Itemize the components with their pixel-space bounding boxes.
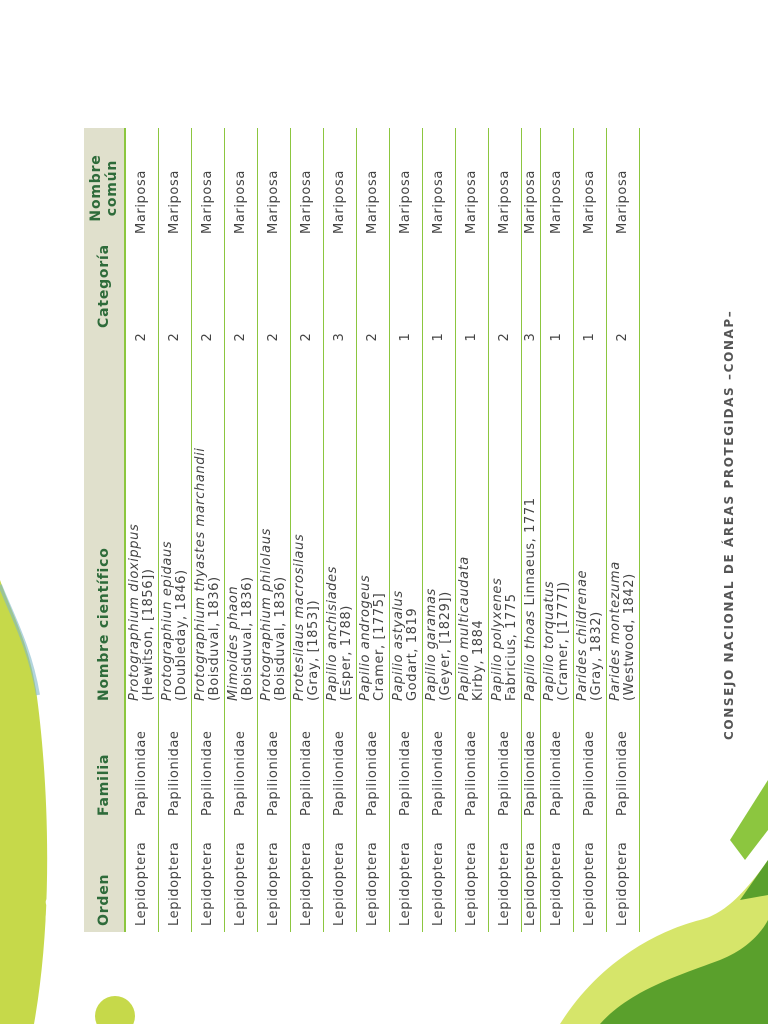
- cell-familia: Papilionidae: [324, 707, 357, 822]
- table-row: [423, 128, 456, 932]
- header-familia: Familia: [84, 707, 125, 822]
- table-row: [456, 128, 489, 932]
- page-number: 30: [42, 894, 66, 924]
- header-nombre-cientifico: Nombre científico: [84, 372, 125, 707]
- cell-categoria: 1: [456, 248, 489, 372]
- table-row: [225, 128, 258, 932]
- cell-nombre-cientifico: [159, 372, 192, 707]
- cell-nombre-cientifico: [541, 372, 574, 707]
- cell-categoria: 2: [607, 248, 640, 372]
- cell-nombre-cientifico: [258, 372, 291, 707]
- scientific-author: Kirby, 1884: [471, 619, 486, 701]
- cell-nombre-comun: Mariposa: [541, 128, 574, 248]
- table-row: [357, 128, 390, 932]
- scientific-name: Parides montezuma: [608, 561, 623, 701]
- cell-nombre-cientifico: [489, 372, 522, 707]
- cell-nombre-comun: Mariposa: [607, 128, 640, 248]
- cell-categoria: 3: [522, 248, 541, 372]
- cell-familia: Papilionidae: [423, 707, 456, 822]
- cell-nombre-comun: Mariposa: [225, 128, 258, 248]
- header-nombre-comun-line2: común: [104, 159, 120, 217]
- cell-nombre-cientifico: [390, 372, 423, 707]
- cell-categoria: 2: [258, 248, 291, 372]
- scientific-name: Papilio astyalus: [391, 590, 406, 701]
- species-table: [84, 128, 640, 932]
- table-row: [607, 128, 640, 932]
- scientific-author: (Geyer, [1829]): [438, 591, 453, 701]
- scientific-name: Protographium thyastes marchandii: [193, 447, 208, 701]
- scientific-name: Papilio multicaudata: [457, 556, 472, 701]
- cell-nombre-cientifico: [324, 372, 357, 707]
- table-row: [574, 128, 607, 932]
- scientific-name: Protographium dioxippus: [127, 523, 142, 701]
- cell-orden: Lepidoptera: [192, 822, 225, 932]
- table-row: [192, 128, 225, 932]
- cell-categoria: 1: [541, 248, 574, 372]
- scientific-name: Papilio thoas: [523, 610, 538, 701]
- cell-nombre-cientifico: [192, 372, 225, 707]
- cell-categoria: 2: [225, 248, 258, 372]
- scientific-author: Godart, 1819: [405, 607, 420, 701]
- cell-nombre-cientifico: [456, 372, 489, 707]
- cell-nombre-comun: Mariposa: [357, 128, 390, 248]
- cell-categoria: 1: [390, 248, 423, 372]
- scientific-name: Mimoides phaon: [226, 585, 241, 701]
- scientific-author: (Cramer, [1777]): [556, 581, 571, 701]
- cell-orden: Lepidoptera: [541, 822, 574, 932]
- cell-orden: Lepidoptera: [324, 822, 357, 932]
- cell-nombre-comun: Mariposa: [159, 128, 192, 248]
- scientific-name: Parides childrenae: [575, 569, 590, 701]
- cell-nombre-comun: Mariposa: [125, 128, 159, 248]
- scientific-name: Papilio anchisiades: [325, 566, 340, 701]
- cell-familia: Papilionidae: [522, 707, 541, 822]
- cell-categoria: 2: [125, 248, 159, 372]
- cell-familia: Papilionidae: [357, 707, 390, 822]
- scientific-author: (Doubleday, 1846): [174, 569, 189, 701]
- cell-familia: Papilionidae: [574, 707, 607, 822]
- scientific-name: Protographium philolaus: [259, 528, 274, 701]
- table-row: [390, 128, 423, 932]
- scientific-author: (Boisduval, 1836): [273, 576, 288, 701]
- cell-orden: Lepidoptera: [607, 822, 640, 932]
- cell-familia: Papilionidae: [607, 707, 640, 822]
- cell-familia: Papilionidae: [456, 707, 489, 822]
- cell-orden: Lepidoptera: [291, 822, 324, 932]
- cell-familia: Papilionidae: [125, 707, 159, 822]
- cell-orden: Lepidoptera: [456, 822, 489, 932]
- cell-categoria: 3: [324, 248, 357, 372]
- cell-categoria: 2: [159, 248, 192, 372]
- cell-familia: Papilionidae: [390, 707, 423, 822]
- header-nombre-comun: [84, 128, 125, 248]
- cell-categoria: 2: [489, 248, 522, 372]
- cell-familia: Papilionidae: [192, 707, 225, 822]
- table-row: [541, 128, 574, 932]
- table-body: [125, 128, 640, 932]
- scientific-name: Papilio androgeus: [358, 574, 373, 701]
- scientific-author: (Gray, [1853]): [306, 599, 321, 701]
- cell-categoria: 1: [423, 248, 456, 372]
- scientific-author: (Westwood, 1842): [622, 573, 637, 701]
- header-nombre-comun-line1: Nombre: [88, 154, 104, 222]
- scientific-name: Papilio garamas: [424, 588, 439, 701]
- cell-nombre-comun: Mariposa: [456, 128, 489, 248]
- cell-orden: Lepidoptera: [489, 822, 522, 932]
- scientific-author: (Esper, 1788): [339, 605, 354, 701]
- cell-nombre-comun: Mariposa: [324, 128, 357, 248]
- header-orden: Orden: [84, 822, 125, 932]
- scientific-author: (Hewitson, [1856]): [141, 568, 156, 701]
- cell-orden: Lepidoptera: [225, 822, 258, 932]
- table-row: [258, 128, 291, 932]
- table-row: [125, 128, 159, 932]
- cell-nombre-cientifico: [423, 372, 456, 707]
- scientific-author: Linnaeus, 1771: [523, 497, 538, 606]
- cell-nombre-comun: Mariposa: [489, 128, 522, 248]
- cell-nombre-cientifico: [357, 372, 390, 707]
- header-categoria: Categoría: [84, 248, 125, 372]
- table-header: [84, 128, 125, 932]
- table-row: [522, 128, 541, 932]
- cell-nombre-cientifico: [574, 372, 607, 707]
- scientific-author: (Boisduval, 1836): [240, 576, 255, 701]
- cell-nombre-comun: Mariposa: [192, 128, 225, 248]
- scientific-author: (Gray, 1832): [589, 611, 604, 701]
- cell-familia: Papilionidae: [291, 707, 324, 822]
- table-row: [489, 128, 522, 932]
- scientific-name: Papilio polyxenes: [490, 577, 505, 701]
- scientific-name: Papilio torquatus: [542, 580, 557, 701]
- cell-familia: Papilionidae: [225, 707, 258, 822]
- cell-nombre-comun: Mariposa: [291, 128, 324, 248]
- cell-familia: Papilionidae: [489, 707, 522, 822]
- cell-familia: Papilionidae: [541, 707, 574, 822]
- cell-nombre-comun: Mariposa: [390, 128, 423, 248]
- scientific-author: Cramer, [1775]: [372, 592, 387, 701]
- table-row: [291, 128, 324, 932]
- table-row: [324, 128, 357, 932]
- cell-nombre-cientifico: [225, 372, 258, 707]
- cell-orden: Lepidoptera: [390, 822, 423, 932]
- cell-nombre-comun: Mariposa: [423, 128, 456, 248]
- cell-orden: Lepidoptera: [159, 822, 192, 932]
- cell-categoria: 2: [357, 248, 390, 372]
- cell-categoria: 2: [291, 248, 324, 372]
- cell-nombre-cientifico: [291, 372, 324, 707]
- cell-nombre-cientifico: [607, 372, 640, 707]
- publisher-footer: CONSEJO NACIONAL DE ÁREAS PROTEGIDAS –CONAP–: [722, 309, 736, 740]
- cell-nombre-comun: Mariposa: [522, 128, 541, 248]
- cell-categoria: 1: [574, 248, 607, 372]
- cell-nombre-comun: Mariposa: [258, 128, 291, 248]
- cell-nombre-cientifico: [125, 372, 159, 707]
- scientific-author: Fabricius, 1775: [504, 593, 519, 701]
- cell-orden: Lepidoptera: [574, 822, 607, 932]
- scientific-author: (Boisduval, 1836): [207, 576, 222, 701]
- cell-orden: Lepidoptera: [423, 822, 456, 932]
- cell-orden: Lepidoptera: [522, 822, 541, 932]
- cell-orden: Lepidoptera: [125, 822, 159, 932]
- cell-categoria: 2: [192, 248, 225, 372]
- cell-familia: Papilionidae: [258, 707, 291, 822]
- cell-nombre-comun: Mariposa: [574, 128, 607, 248]
- cell-orden: Lepidoptera: [258, 822, 291, 932]
- scientific-name: Protesilaus macrosilaus: [292, 533, 307, 701]
- cell-nombre-cientifico: [522, 372, 541, 707]
- cell-familia: Papilionidae: [159, 707, 192, 822]
- cell-orden: Lepidoptera: [357, 822, 390, 932]
- scientific-name: Protographiun epidaus: [160, 540, 175, 701]
- table-row: [159, 128, 192, 932]
